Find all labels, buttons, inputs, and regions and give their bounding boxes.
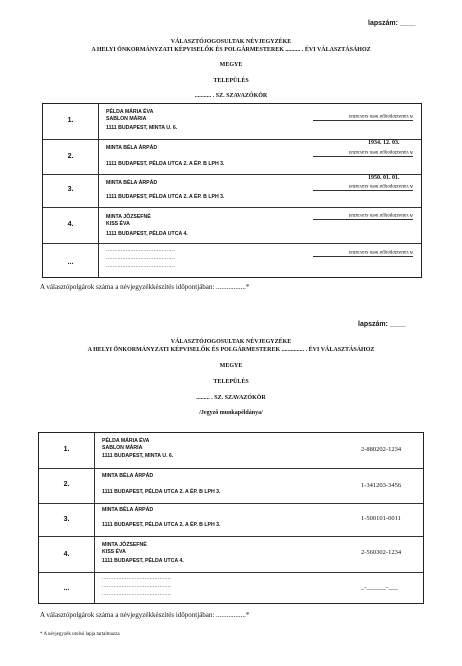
table-row xyxy=(39,503,423,537)
voter-address: 1111 BUDAPEST, PÉLDA UTCA 2. A ÉP. B LPH 3. xyxy=(102,522,221,528)
blank-entry-line: .......................................... xyxy=(102,591,171,597)
register-title: VÁLASZTÓJOGOSULTAK NÉVJEGYZÉKE xyxy=(170,39,292,45)
table-row xyxy=(39,536,423,573)
table-row xyxy=(43,207,421,244)
row-number: 3. xyxy=(67,186,74,193)
voter-name: MINTA JÓZSEFNÉ xyxy=(106,214,151,220)
settlement-label: TELEPÜLÉS xyxy=(213,379,249,385)
footnote: * A névjegyzék utolsó lapja tartalmazza xyxy=(40,632,120,637)
row-number: ... xyxy=(63,585,70,592)
row-number: 1. xyxy=(67,117,74,124)
voter-name: PÉLDA MÁRIA ÉVA xyxy=(106,109,154,115)
voter-birth-name: SABLON MÁRIA xyxy=(106,116,147,122)
table-row xyxy=(39,572,423,603)
row-number: 1. xyxy=(63,446,70,453)
row-number: 3. xyxy=(63,516,70,523)
voter-address: 1111 BUDAPEST, PÉLDA UTCA 2. A ÉP. B LPH 3. xyxy=(106,161,225,167)
note-underline xyxy=(313,156,413,157)
table-row xyxy=(39,468,423,504)
date-entry: 1950. 01. 01. xyxy=(368,175,400,181)
note-underline xyxy=(313,120,413,121)
note-underline xyxy=(313,219,413,220)
voter-address: 1111 BUDAPEST, MINTA U. 6. xyxy=(106,125,178,131)
voter-birth-name: SABLON MÁRIA xyxy=(102,445,143,451)
voter-birth-name: KISS ÉVA xyxy=(102,549,126,555)
election-subtitle: A HELYI ÖNKORMÁNYZATI KÉPVISELŐK ÉS POLGÁRMESTEREK .......... . ÉVI VÁLASZTÁSÁHOZ xyxy=(91,47,371,53)
row-number: 4. xyxy=(63,551,70,558)
table-row xyxy=(39,433,423,469)
voter-table xyxy=(42,103,422,278)
voter-name: MINTA BÉLA ÁRPÁD xyxy=(106,145,158,151)
settlement-label: TELEPÜLÉS xyxy=(213,78,249,84)
blank-entry-line: .......................................... xyxy=(102,583,171,589)
personal-id-number: 1-341203-3456 xyxy=(361,482,402,489)
cannot-vote-note: A választópolgár nem szavazhat xyxy=(348,113,413,118)
table-row xyxy=(43,243,421,277)
voter-name: MINTA BÉLA ÁRPÁD xyxy=(106,180,158,186)
clerk-copy-label: /Jegyző munkapéldánya/ xyxy=(199,410,263,416)
voter-name: PÉLDA MÁRIA ÉVA xyxy=(102,438,150,444)
register-title: VÁLASZTÓJOGOSULTAK NÉVJEGYZÉKE xyxy=(170,339,292,345)
cannot-vote-note: A választópolgár nem szavazhat xyxy=(348,183,413,188)
row-number: 2. xyxy=(67,153,74,160)
cannot-vote-note: A választópolgár nem szavazhat xyxy=(348,149,413,154)
row-number: 2. xyxy=(63,481,70,488)
table-row xyxy=(43,104,421,140)
voter-address: 1111 BUDAPEST, MINTA U. 6. xyxy=(102,453,174,459)
voter-address: 1111 BUDAPEST, PÉLDA UTCA 2. A ÉP. B LPH 3. xyxy=(102,489,221,495)
voter-address: 1111 BUDAPEST, PÉLDA UTCA 4. xyxy=(102,558,184,564)
blank-entry-line: .......................................... xyxy=(102,575,171,581)
voter-name: MINTA BÉLA ÁRPÁD xyxy=(102,473,154,479)
personal-id-number: 1-500101-0011 xyxy=(361,515,401,522)
cannot-vote-note: A választópolgár nem szavazhat xyxy=(348,212,413,217)
page-number-label: lapszám: ____ xyxy=(358,321,406,328)
voter-birth-name: KISS ÉVA xyxy=(106,221,130,227)
voter-address: 1111 BUDAPEST, PÉLDA UTCA 4. xyxy=(106,231,188,237)
table-row xyxy=(43,139,421,175)
voter-name: MINTA JÓZSEFNÉ xyxy=(102,542,147,548)
blank-id-number: _-______-___ xyxy=(361,584,398,591)
note-underline xyxy=(313,256,413,257)
voter-count-line: A választópolgárok száma a névjegyzékkészítés időpontjában: .................* xyxy=(40,283,250,291)
blank-entry-line: .......................................... xyxy=(106,255,175,261)
date-entry: 1934. 12. 03. xyxy=(368,140,400,146)
table-row xyxy=(43,174,421,208)
row-number: 4. xyxy=(67,221,74,228)
voter-count-line: A választópolgárok száma a névjegyzékkészítés időpontjában: .................* xyxy=(40,611,250,619)
page-number-label: lapszám: ____ xyxy=(368,20,416,27)
row-number: ... xyxy=(67,259,74,266)
note-underline xyxy=(313,190,413,191)
cannot-vote-note: A választópolgár nem szavazhat xyxy=(348,249,413,254)
polling-district-label: ........... . SZ. SZAVAZÓKÖR xyxy=(194,93,268,99)
county-label: MEGYE xyxy=(219,363,243,369)
voter-address: 1111 BUDAPEST, PÉLDA UTCA 2. A ÉP. B LPH 3. xyxy=(106,194,225,200)
personal-id-number: 2-880202-1234 xyxy=(361,446,402,453)
voter-name: MINTA BÉLA ÁRPÁD xyxy=(102,507,154,513)
polling-district-label: ......... . SZ. SZAVAZÓKÖR xyxy=(196,395,266,401)
county-label: MEGYE xyxy=(219,62,243,68)
election-subtitle: A HELYI ÖNKORMÁNYZATI KÉPVISELŐK ÉS POLGÁRMESTEREK ............... . ÉVI VÁLASZTÁSÁHOZ xyxy=(87,347,375,353)
personal-id-number: 2-560302-1234 xyxy=(361,549,402,556)
voter-table xyxy=(38,432,424,604)
blank-entry-line: .......................................... xyxy=(106,247,175,253)
blank-entry-line: .......................................... xyxy=(106,263,175,269)
